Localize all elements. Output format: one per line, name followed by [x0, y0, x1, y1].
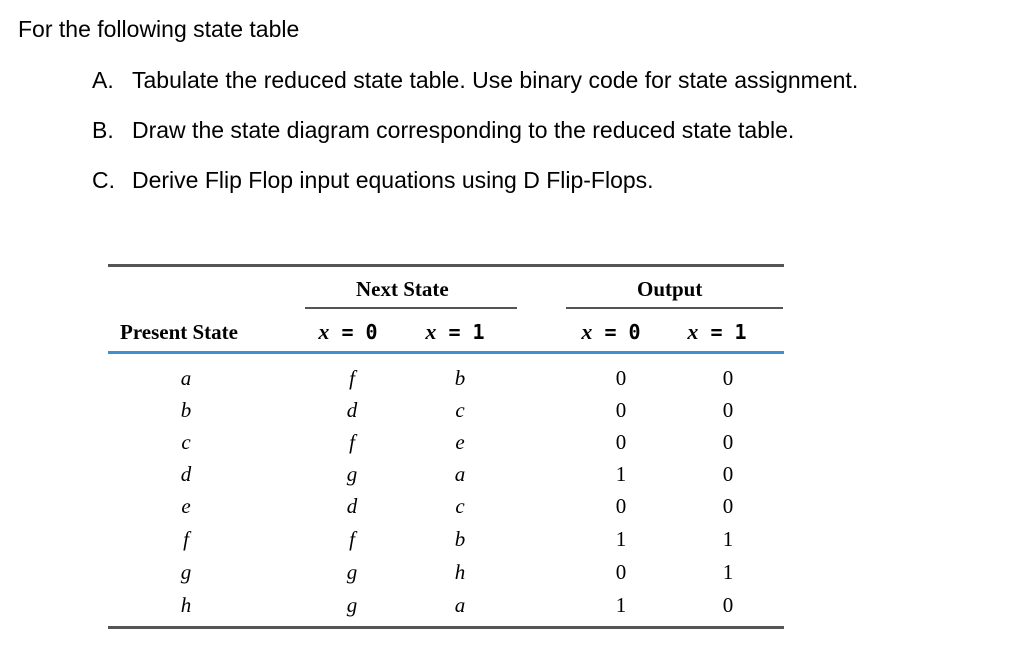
next-state-x0-cell: g [346, 560, 358, 584]
output-x1-cell: 1 [722, 560, 734, 584]
present-state-cell: e [181, 494, 191, 518]
next-state-x0-cell: f [349, 430, 355, 454]
output-header: Output [637, 277, 703, 301]
output-x0-cell: 1 [615, 527, 627, 551]
present-state-cell: g [180, 560, 192, 584]
task-letter: A. [92, 67, 114, 93]
next-x0-header: x = 0 [318, 319, 378, 344]
next-state-x1-cell: b [454, 527, 466, 551]
output-x0-header: x = 0 [581, 319, 641, 344]
task-text: Tabulate the reduced state table. Use binary code for state assignment. [132, 67, 859, 93]
output-x1-cell: 0 [722, 494, 734, 518]
output-x0-cell: 1 [615, 593, 627, 617]
output-x1-cell: 0 [722, 430, 734, 454]
output-x0-cell: 0 [615, 560, 627, 584]
next-state-x1-cell: h [454, 560, 466, 584]
output-x0-cell: 0 [615, 366, 627, 390]
next-state-x1-cell: c [455, 398, 465, 422]
present-state-cell: d [180, 462, 192, 486]
present-state-cell: f [183, 527, 189, 551]
next-state-group-rule [305, 307, 517, 309]
table-header-rule [108, 351, 784, 354]
task-text: Derive Flip Flop input equations using D Flip-Flops. [132, 167, 654, 193]
output-x1-cell: 0 [722, 366, 734, 390]
present-state-cell: h [180, 593, 192, 617]
next-state-x1-cell: a [454, 593, 466, 617]
output-x1-cell: 0 [722, 593, 734, 617]
table-bottom-rule [108, 626, 784, 629]
next-state-x0-cell: d [346, 398, 358, 422]
next-state-x1-cell: c [455, 494, 465, 518]
present-state-cell: b [180, 398, 192, 422]
next-x1-header: x = 1 [425, 319, 485, 344]
task-text: Draw the state diagram corresponding to the reduced state table. [132, 117, 795, 143]
output-x0-cell: 0 [615, 430, 627, 454]
present-state-cell: c [181, 430, 191, 454]
output-x0-cell: 0 [615, 494, 627, 518]
output-x1-cell: 0 [722, 398, 734, 422]
next-state-x0-cell: d [346, 494, 358, 518]
output-x1-header: x = 1 [687, 319, 747, 344]
next-state-x0-cell: f [349, 527, 355, 551]
next-state-x0-cell: g [346, 462, 358, 486]
output-x1-cell: 0 [722, 462, 734, 486]
next-state-x0-cell: g [346, 593, 358, 617]
present-state-header: Present State [120, 320, 238, 344]
output-x0-cell: 0 [615, 398, 627, 422]
next-state-x1-cell: a [454, 462, 466, 486]
present-state-cell: a [180, 366, 192, 390]
next-state-x1-cell: b [454, 366, 466, 390]
task-letter: C. [92, 167, 115, 193]
next-state-header: Next State [356, 277, 449, 301]
intro-text: For the following state table [18, 16, 300, 42]
next-state-x1-cell: e [455, 430, 465, 454]
output-x1-cell: 1 [722, 527, 734, 551]
next-state-x0-cell: f [349, 366, 355, 390]
output-group-rule [566, 307, 783, 309]
table-top-rule [108, 264, 784, 267]
task-letter: B. [92, 117, 114, 143]
output-x0-cell: 1 [615, 462, 627, 486]
